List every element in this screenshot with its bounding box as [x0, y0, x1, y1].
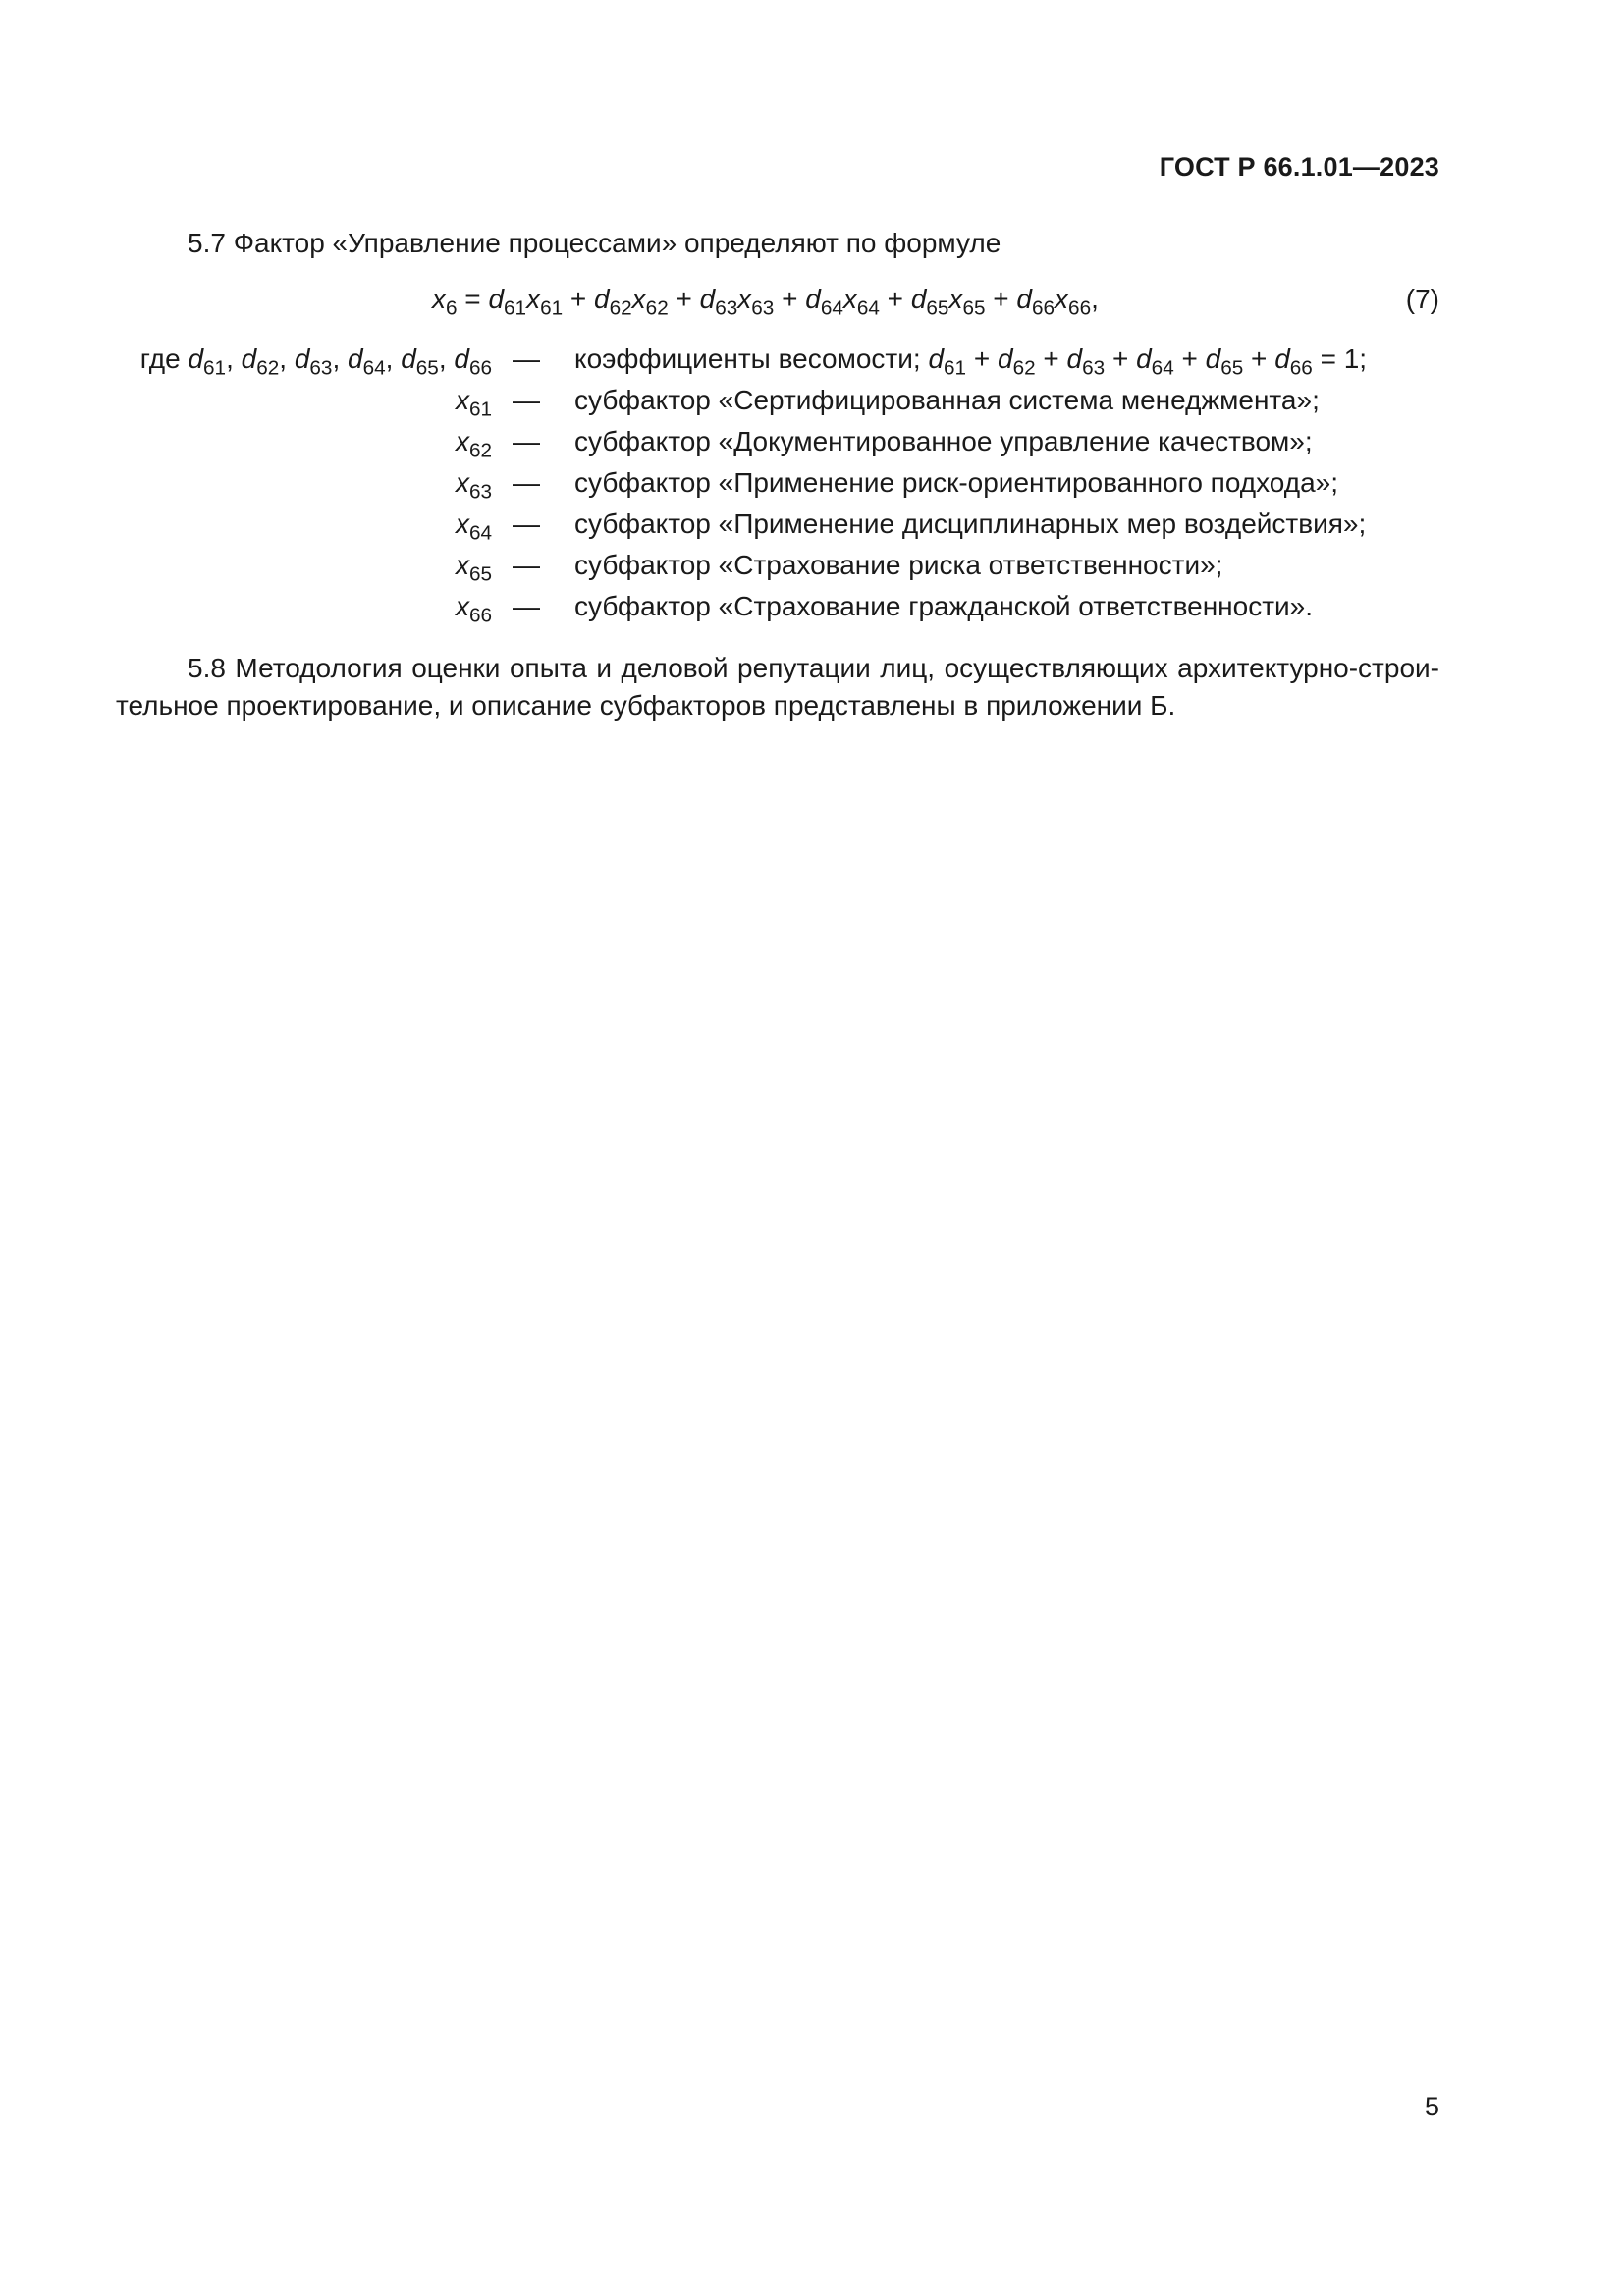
where-dash: —: [513, 591, 540, 621]
section-5-7-paragraph: 5.7 Фактор «Управление процессами» определяют по формуле: [188, 228, 1001, 258]
coefficient-sum-term-subscript: 63: [1082, 356, 1106, 380]
where-coefficient-symbol-letter: d: [188, 344, 204, 374]
formula-7: $x_6 = d_{61}x_{61} + d_{62}x_{62} + d_{63}x_{63} + d_{64}x_{64} + d_{65}x_{65} + d_{66}x_{66}$,: [432, 284, 1099, 320]
coefficient-sum-term: [1205, 344, 1244, 380]
where-subfactor-description: субфактор «Сертифицированная система менеджмента»;: [574, 385, 1320, 415]
subfactor-symbol: [455, 550, 492, 586]
formula-subfactor-subscript: 66: [1068, 296, 1092, 320]
subfactor-symbol-subscript: 64: [468, 521, 492, 545]
subfactor-symbol: [455, 591, 492, 627]
where-row-subfactor: [0, 387, 1624, 422]
coefficient-sum-term: [1274, 344, 1313, 380]
coefficient-sum-term: [998, 344, 1036, 380]
subfactor-symbol: [455, 385, 492, 421]
subfactor-symbol-letter: x: [455, 550, 469, 580]
where-subfactor-symbol: [455, 426, 492, 462]
formula-lhs: [432, 284, 458, 320]
subfactor-symbol-subscript: 61: [468, 398, 492, 421]
formula-coefficient-letter: d: [699, 284, 716, 314]
coefficient-sum-term-letter: d: [1066, 344, 1083, 374]
formula-lhs-subscript: 6: [446, 296, 458, 320]
where-subfactor-description: субфактор «Применение дисциплинарных мер воздействия»;: [574, 508, 1367, 539]
document-code-header: ГОСТ Р 66.1.01—2023: [1159, 152, 1439, 182]
where-subfactor-symbol: [455, 550, 492, 586]
formula-coefficient: [1016, 284, 1056, 320]
formula-lhs-letter: x: [432, 284, 446, 314]
formula-term: [805, 284, 880, 320]
where-coefficient-symbol-letter: d: [348, 344, 363, 374]
where-row-subfactor: [0, 552, 1624, 587]
formula-coefficient-subscript: 62: [609, 296, 632, 320]
where-coefficient-symbol: [454, 344, 492, 380]
formula-coefficient-subscript: 64: [820, 296, 843, 320]
where-subfactor-symbol: [455, 591, 492, 627]
formula-coefficient-subscript: 61: [504, 296, 527, 320]
formula-coefficient-subscript: 63: [715, 296, 738, 320]
formula-subfactor-letter: x: [526, 284, 541, 314]
formula-coefficient-letter: d: [488, 284, 505, 314]
where-coefficient-symbol-subscript: 63: [309, 356, 333, 380]
where-row-subfactor: [0, 593, 1624, 628]
formula-coefficient-letter: d: [805, 284, 821, 314]
where-dash: —: [513, 467, 540, 498]
formula-subfactor-subscript: 62: [645, 296, 669, 320]
section-5-8-paragraph: [116, 650, 1439, 724]
where-row-subfactor: [0, 469, 1624, 505]
where-coefficient-symbol-subscript: 65: [415, 356, 439, 380]
where-coefficient-symbol-letter: d: [401, 344, 416, 374]
formula-term: [699, 284, 775, 320]
formula-coefficient: [910, 284, 949, 320]
formula-subfactor: [1055, 284, 1092, 320]
subfactor-symbol-letter: x: [455, 385, 469, 415]
formula-number: (7): [1405, 284, 1439, 314]
coefficient-sum-term-subscript: 61: [944, 356, 967, 380]
formula-subfactor-subscript: 61: [540, 296, 564, 320]
where-dash: —: [513, 385, 540, 415]
formula-coefficient-subscript: 65: [926, 296, 949, 320]
subfactor-symbol-letter: x: [455, 426, 469, 456]
coefficient-sum-term-letter: d: [998, 344, 1013, 374]
formula-subfactor: [631, 284, 669, 320]
where-coefficient-symbol-subscript: 64: [362, 356, 386, 380]
where-coefficient-symbol-letter: d: [294, 344, 310, 374]
coefficient-sum-term: [1066, 344, 1106, 380]
coefficient-sum-term-letter: d: [1136, 344, 1152, 374]
where-coefficient-symbol: [241, 344, 280, 380]
page-number: 5: [1424, 2092, 1439, 2121]
formula-subfactor-subscript: 64: [856, 296, 880, 320]
where-coefficient-symbol-letter: d: [454, 344, 469, 374]
where-coefficient-symbol-subscript: 62: [256, 356, 280, 380]
section-5-8-line-1: 5.8 Методология оценки опыта и деловой репутации лиц, осуществляющих архитектурно-строи-: [188, 653, 1439, 683]
formula-subfactor: [948, 284, 986, 320]
formula-subfactor-letter: x: [631, 284, 646, 314]
subfactor-symbol-subscript: 62: [468, 439, 492, 462]
coefficient-sum-term: [1136, 344, 1174, 380]
coefficient-sum-term-subscript: 62: [1012, 356, 1036, 380]
formula-subfactor-letter: x: [737, 284, 752, 314]
subfactor-symbol-subscript: 65: [468, 562, 492, 586]
subfactor-symbol: [455, 467, 492, 504]
formula-coefficient: [805, 284, 843, 320]
formula-subfactor: [526, 284, 564, 320]
formula-subfactor-subscript: 63: [751, 296, 775, 320]
where-subfactor-description: субфактор «Документированное управление качеством»;: [574, 426, 1313, 456]
formula-coefficient: [594, 284, 632, 320]
coefficient-sum-term-letter: d: [928, 344, 945, 374]
subfactor-symbol-letter: x: [455, 591, 469, 621]
subfactor-symbol-letter: x: [455, 508, 469, 539]
coefficient-sum-term-letter: d: [1274, 344, 1290, 374]
where-subfactor-symbol: [455, 508, 492, 545]
formula-term: [594, 284, 669, 320]
subfactor-symbol: [455, 508, 492, 545]
formula-term: [488, 284, 564, 320]
formula-coefficient-letter: d: [910, 284, 927, 314]
formula-coefficient-letter: d: [594, 284, 610, 314]
where-coefficient-symbols: где $d_{61}$, $d_{62}$, $d_{63}$, $d_{64}$, $d_{65}$, $d_{66}$: [139, 344, 492, 380]
formula-subfactor-letter: x: [948, 284, 963, 314]
where-coefficient-symbol: [294, 344, 333, 380]
where-subfactor-description: субфактор «Страхование риска ответственности»;: [574, 550, 1223, 580]
where-subfactor-description: субфактор «Применение риск-ориентированного подхода»;: [574, 467, 1339, 498]
where-coefficient-symbol: [188, 344, 227, 380]
where-coefficient-symbol: [348, 344, 386, 380]
where-row-subfactor: [0, 428, 1624, 463]
formula-coefficient-subscript: 66: [1032, 296, 1056, 320]
subfactor-symbol-subscript: 63: [468, 480, 492, 504]
section-5-8-line-2: тельное проектирование, и описание субфакторов представлены в приложении Б.: [116, 690, 1176, 721]
where-dash: —: [513, 550, 540, 580]
where-coefficient-description: коэффициенты весомости; $d_{61} + d_{62} + d_{63} + d_{64} + d_{65} + d_{66} = 1$;: [574, 344, 1368, 380]
where-dash: —: [513, 508, 540, 539]
formula-subfactor: [842, 284, 880, 320]
formula-coefficient-letter: d: [1016, 284, 1032, 314]
where-subfactor-description: субфактор «Страхование гражданской ответственности».: [574, 591, 1314, 621]
subfactor-symbol-letter: x: [455, 467, 469, 498]
formula-subfactor-letter: x: [842, 284, 857, 314]
formula-subfactor: [737, 284, 775, 320]
coefficient-sum-term: [928, 344, 967, 380]
formula-coefficient: [699, 284, 738, 320]
formula-term: [910, 284, 986, 320]
formula-term: [1016, 284, 1092, 320]
where-coefficient-symbol-subscript: 66: [468, 356, 492, 380]
where-row-coefficients: [0, 346, 1624, 381]
where-dash: —: [513, 426, 540, 456]
where-row-subfactor: [0, 510, 1624, 546]
subfactor-symbol-subscript: 66: [468, 604, 492, 627]
coefficient-sum-term-subscript: 66: [1289, 356, 1313, 380]
formula-coefficient: [488, 284, 527, 320]
coefficient-sum-term-subscript: 65: [1220, 356, 1244, 380]
where-subfactor-symbol: [455, 385, 492, 421]
where-coefficient-symbol-subscript: 61: [203, 356, 227, 380]
coefficient-sum-term-letter: d: [1205, 344, 1221, 374]
formula-subfactor-subscript: 65: [962, 296, 986, 320]
where-subfactor-symbol: [455, 467, 492, 504]
formula-subfactor-letter: x: [1055, 284, 1069, 314]
subfactor-symbol: [455, 426, 492, 462]
where-coefficient-symbol: [401, 344, 439, 380]
coefficient-sum-term-subscript: 64: [1151, 356, 1174, 380]
where-dash: —: [513, 344, 540, 374]
where-coefficient-symbol-letter: d: [241, 344, 257, 374]
